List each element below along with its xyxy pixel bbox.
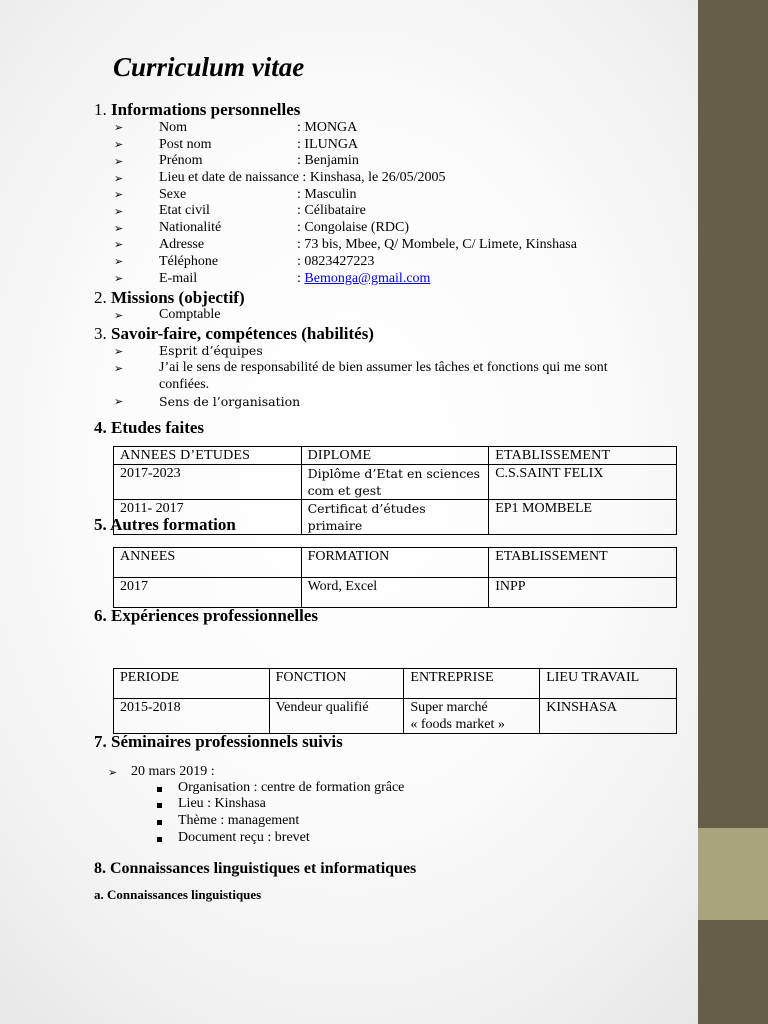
table-header-cell: ANNEES D’ETUDES — [114, 447, 302, 465]
section-number: 4. — [94, 418, 107, 437]
table-cell: 2017 — [114, 578, 302, 608]
field-label: Adresse — [159, 237, 205, 252]
section-label: Informations personnelles — [111, 100, 301, 119]
field-label: Téléphone — [159, 254, 219, 269]
section-label: Autres formation — [110, 515, 236, 534]
mission-item: Comptable — [159, 307, 221, 322]
seminar-date: 20 mars 2019 : — [131, 764, 215, 779]
cell-line: Diplôme d’Etat en sciences — [307, 466, 481, 481]
section-label: Expériences professionnelles — [111, 606, 318, 625]
arrow-bullet-icon: ➢ — [114, 256, 124, 268]
seminar-detail: Lieu : Kinshasa — [178, 796, 266, 811]
arrow-bullet-icon: ➢ — [114, 346, 124, 358]
table-header-cell: PERIODE — [114, 669, 270, 699]
section-number: 3. — [94, 324, 107, 343]
square-bullet-icon — [157, 787, 162, 792]
email-link[interactable]: Bemonga@gmail.com — [304, 271, 431, 286]
table-header-row — [114, 447, 677, 465]
table-cell: INPP — [489, 578, 677, 608]
email-prefix: : — [297, 271, 305, 286]
field-value: : 0823427223 — [297, 254, 375, 269]
document-title: Curriculum vitae — [113, 52, 305, 82]
section-8-heading — [94, 860, 416, 878]
other-training-table — [113, 547, 677, 608]
arrow-bullet-icon: ➢ — [114, 239, 124, 251]
section-2-heading — [94, 288, 245, 308]
arrow-bullet-icon: ➢ — [114, 363, 124, 375]
field-value: : 73 bis, Mbee, Q/ Mombele, C/ Limete, Kinshasa — [297, 237, 577, 252]
field-label: Nationalité — [159, 220, 222, 235]
square-bullet-icon — [157, 820, 162, 825]
arrow-bullet-icon: ➢ — [114, 223, 124, 235]
field-value: : Célibataire — [297, 203, 366, 218]
skill-item: J’ai le sens de responsabilité de bien assumer les tâches et fonctions qui me sont — [159, 360, 608, 375]
arrow-bullet-icon: ➢ — [114, 206, 124, 218]
section-6-heading — [94, 606, 318, 626]
table-cell — [301, 465, 489, 500]
section-label: Etudes faites — [111, 418, 205, 437]
arrow-bullet-icon: ➢ — [114, 310, 124, 322]
table-row — [114, 699, 677, 734]
arrow-bullet-icon: ➢ — [114, 139, 124, 151]
field-label: Nom — [159, 120, 187, 135]
cell-line: com et gest — [307, 483, 382, 498]
arrow-bullet-icon: ➢ — [114, 189, 124, 201]
section-number: 6. — [94, 606, 107, 625]
table-header-cell: ENTREPRISE — [404, 669, 540, 699]
table-header-cell: ANNEES — [114, 548, 302, 578]
table-row — [114, 578, 677, 608]
field-value: : MONGA — [297, 120, 358, 135]
section-3-heading — [94, 324, 374, 344]
arrow-bullet-icon: ➢ — [108, 767, 118, 779]
section-4-heading — [94, 418, 204, 438]
field-label: Sexe — [159, 187, 187, 202]
arrow-bullet-icon: ➢ — [114, 122, 124, 134]
field-label: Prénom — [159, 153, 203, 168]
field-value: : Masculin — [297, 187, 357, 202]
right-sidebar-accent — [698, 828, 768, 920]
section-number: 2. — [94, 288, 107, 307]
seminar-detail: Document reçu : brevet — [178, 830, 310, 845]
table-cell: Certificat d’études primaire — [301, 500, 489, 535]
section-number: 1. — [94, 100, 107, 119]
skill-item: Sens de l’organisation — [159, 394, 301, 409]
field-label: Post nom — [159, 137, 212, 152]
subsection-heading: a. Connaissances linguistiques — [94, 887, 262, 902]
skill-item-continued: confiées. — [159, 377, 210, 392]
square-bullet-icon — [157, 803, 162, 808]
table-header-cell: FORMATION — [301, 548, 489, 578]
table-cell: Vendeur qualifié — [269, 699, 404, 734]
table-header-cell: FONCTION — [269, 669, 404, 699]
section-7-heading — [94, 732, 343, 752]
field-label: E-mail — [159, 271, 198, 286]
table-cell — [404, 699, 540, 734]
arrow-bullet-icon: ➢ — [114, 156, 124, 168]
field-value: : Benjamin — [297, 153, 359, 168]
arrow-bullet-icon: ➢ — [114, 396, 124, 408]
cell-line: « foods market » — [410, 717, 505, 732]
table-header-cell: ETABLISSEMENT — [489, 447, 677, 465]
table-header-row — [114, 548, 677, 578]
seminar-detail: Organisation : centre de formation grâce — [178, 780, 405, 795]
field-label: Lieu et date de naissance : Kinshasa, le 26/05/2005 — [159, 170, 446, 185]
arrow-bullet-icon: ➢ — [114, 173, 124, 185]
experience-table — [113, 668, 677, 734]
arrow-bullet-icon: ➢ — [114, 273, 124, 285]
section-number: 8. — [94, 860, 106, 877]
section-label: Connaissances linguistiques et informatiques — [110, 860, 417, 877]
table-cell: 2011- 2017 — [114, 500, 302, 535]
email-value — [297, 271, 430, 287]
table-header-cell: DIPLOME — [301, 447, 489, 465]
table-cell: Word, Excel — [301, 578, 489, 608]
section-1-heading — [94, 100, 300, 120]
cell-line: Super marché — [410, 700, 488, 715]
section-label: Savoir-faire, compétences (habilités) — [111, 324, 374, 343]
table-cell: 2017-2023 — [114, 465, 302, 500]
table-header-cell: LIEU TRAVAIL — [540, 669, 677, 699]
section-5-heading — [94, 515, 236, 535]
skill-item: Esprit d’équipes — [159, 343, 263, 358]
square-bullet-icon — [157, 837, 162, 842]
field-value: : Congolaise (RDC) — [297, 220, 409, 235]
table-cell: 2015-2018 — [114, 699, 270, 734]
table-cell: EP1 MOMBELE — [489, 500, 677, 535]
table-row — [114, 465, 677, 500]
seminar-detail: Thème : management — [178, 813, 300, 828]
table-cell: C.S.SAINT FELIX — [489, 465, 677, 500]
table-header-row — [114, 669, 677, 699]
field-value: : ILUNGA — [297, 137, 359, 152]
section-label: Séminaires professionnels suivis — [111, 732, 343, 751]
section-number: 5. — [94, 515, 107, 534]
table-header-cell: ETABLISSEMENT — [489, 548, 677, 578]
section-label: Missions (objectif) — [111, 288, 245, 307]
section-number: 7. — [94, 732, 107, 751]
field-label: Etat civil — [159, 203, 210, 218]
table-cell: KINSHASA — [540, 699, 677, 734]
